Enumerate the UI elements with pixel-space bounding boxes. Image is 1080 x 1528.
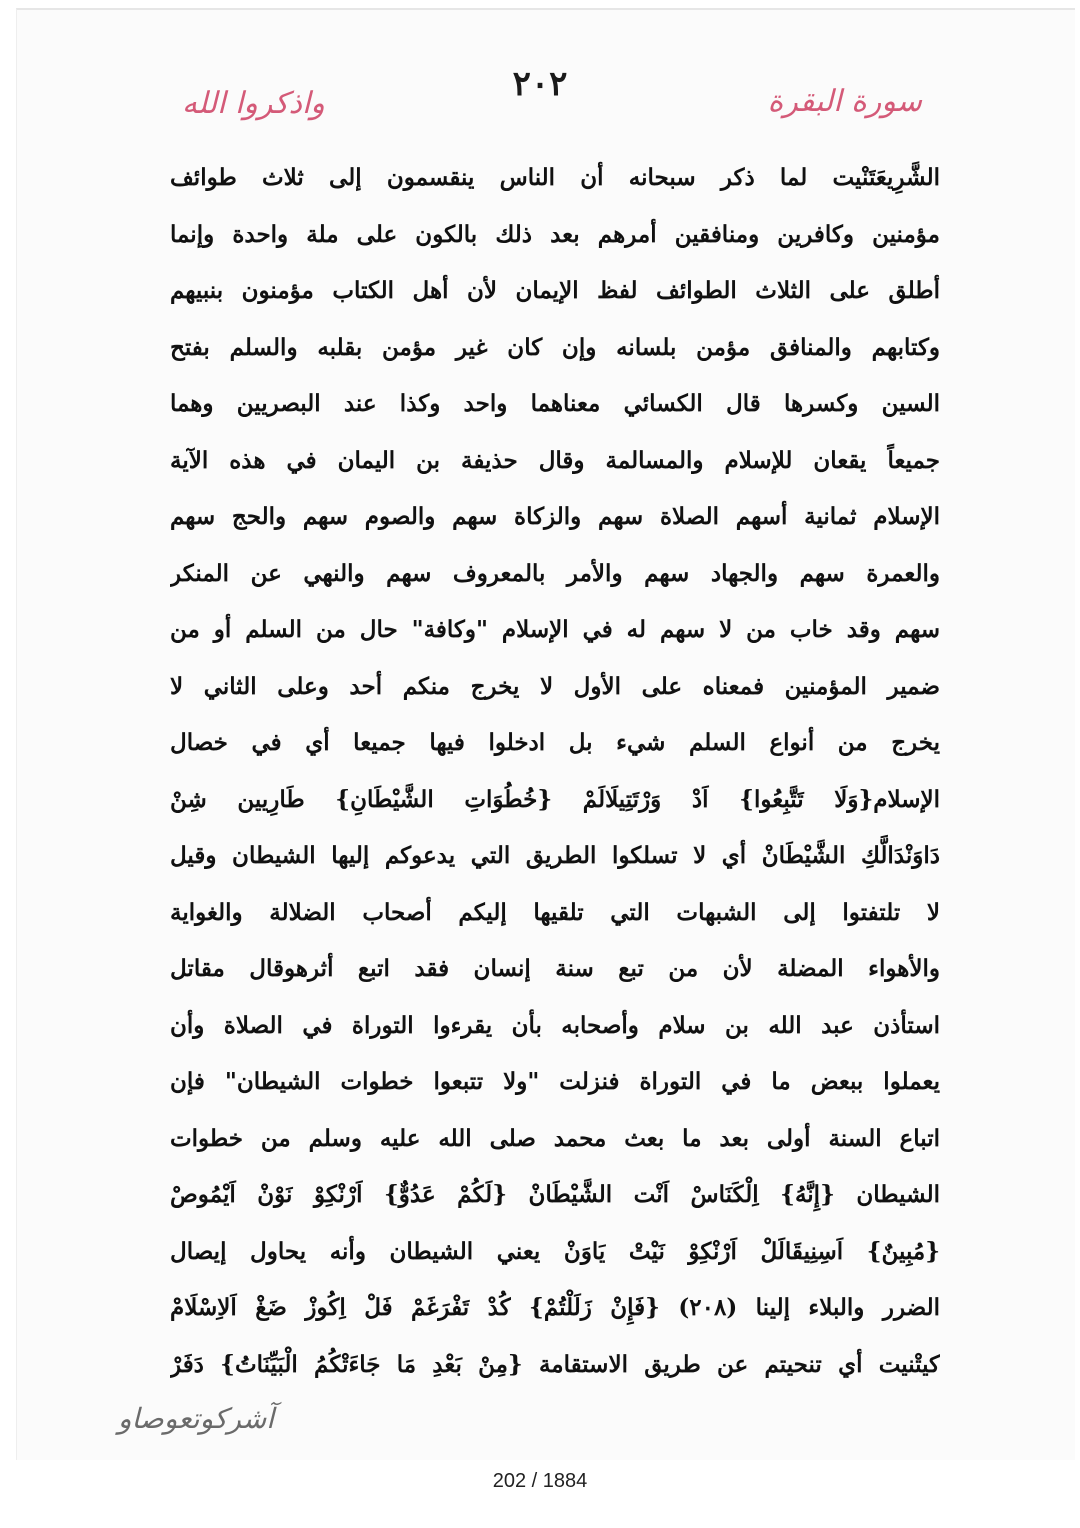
text-line: يخرج من أنواع السلم شيء بل ادخلوا فيها جميعا أي في خصال bbox=[170, 729, 940, 756]
text-line: دَاوَنْدَالَّكِ الشَّيْطَانْ أي لا تسلكوا الطريق التي يدعوكم إليها الشيطان وقيل bbox=[170, 842, 940, 869]
text-line: جميعاً يقعان للإسلام والمسالمة وقال حذيفة بن اليمان في هذه الآية bbox=[170, 446, 940, 474]
text-line: يعملوا ببعض ما في التوراة فنزلت "ولا تتبعوا خطوات الشيطان" فإن bbox=[170, 1068, 940, 1095]
text-line: الشَّرِيعَتَنْيت لما ذكر سبحانه أن الناس ينقسمون إلى ثلاث طوائف bbox=[170, 164, 940, 191]
text-line: الضرر والبلاء إلينا (٢٠٨) {فَإِنْ زَلَلْتُمْ} كُدْ تَفْرَغَمْ فَلْ اِكُوزْ ضَغْ اَلاِسْلَامْ bbox=[170, 1294, 940, 1321]
text-line: والأهواء المضلة لأن من تبع سنة إنسان فقد اتبع أثرهوقال مقاتل bbox=[170, 955, 940, 982]
text-line: اتباع السنة أولى بعد ما بعث محمد صلى الله عليه وسلم من خطوات bbox=[170, 1124, 940, 1152]
text-line: استأذن عبد الله بن سلام وأصحابه بأن يقرءوا التوراة في الصلاة وأن bbox=[170, 1011, 940, 1039]
text-line: سهم وقد خاب من لا سهم له في الإسلام "وكافة" حال من السلم أو من bbox=[170, 616, 940, 643]
page-number: ٢٠٢ bbox=[512, 64, 568, 104]
text-line: والعمرة سهم والجهاد سهم والأمر بالمعروف سهم والنهي عن المنكر bbox=[170, 559, 940, 587]
text-line: ضمير المؤمنين فمعناه على الأول لا يخرج منكم أحد وعلى الثاني لا bbox=[170, 672, 940, 700]
text-line: مؤمنين وكافرين ومنافقين أمرهم بعد ذلك بالكون على ملة واحدة وإنما bbox=[170, 220, 940, 248]
text-line: الإسلام{وَلَا تَتَّبِعُوا} اَدْ وَرْتَتِيلَالَمْ {خُطُوَاتِ الشَّيْطَانِ} طَارِيين شِنْ bbox=[170, 785, 940, 813]
text-line: {مُبِينٌ} اَسِنِيقَالَلْ اَرْنْكِوْ نَيْتْ يَاوَنْ يعني الشيطان وأنه يحاول إيصال bbox=[170, 1237, 940, 1265]
handwritten-margin-note: واذكروا الله bbox=[182, 86, 325, 121]
text-line: الشيطان {إِنَّهُ} اِلْكَنَاسْ اَنْت الشَّيْطَانْ {لَكُمْ عَدُوٌّ} اَرْنْكِوْ نَوْنْ اَيْمُوصْ bbox=[170, 1181, 940, 1208]
text-line: السين وكسرها قال الكسائي معناهما واحد وكذا عند البصريين وهما bbox=[170, 390, 940, 417]
text-line: وكتابهم والمنافق مؤمن بلسانه وإن كان غير مؤمن بقلبه والسلم بفتح bbox=[170, 333, 940, 361]
handwritten-surah-note: سورة البقرة bbox=[767, 84, 922, 119]
text-line: أطلق على الثلاث الطوائف لفظ الإيمان لأن أهل الكتاب مؤمنون بنبيهم bbox=[170, 277, 940, 304]
text-line: لا تلتفتوا إلى الشبهات التي تلقيها إليكم أصحاب الضلالة والغواية bbox=[170, 898, 940, 926]
text-line: كيتْنيت أي تنحيتم عن طريق الاستقامة {مِنْ بَعْدِ مَا جَاءَتْكُمُ الْبَيِّنَاتُ} دَفَرْ bbox=[170, 1350, 940, 1378]
text-line: الإسلام ثمانية أسهم الصلاة سهم والزكاة سهم والصوم سهم والحج سهم bbox=[170, 503, 940, 530]
handwritten-bottom-note: آشركوتعوصاو bbox=[118, 1402, 275, 1435]
body-text bbox=[170, 150, 940, 1393]
page-indicator: 202 / 1884 bbox=[492, 1470, 588, 1492]
